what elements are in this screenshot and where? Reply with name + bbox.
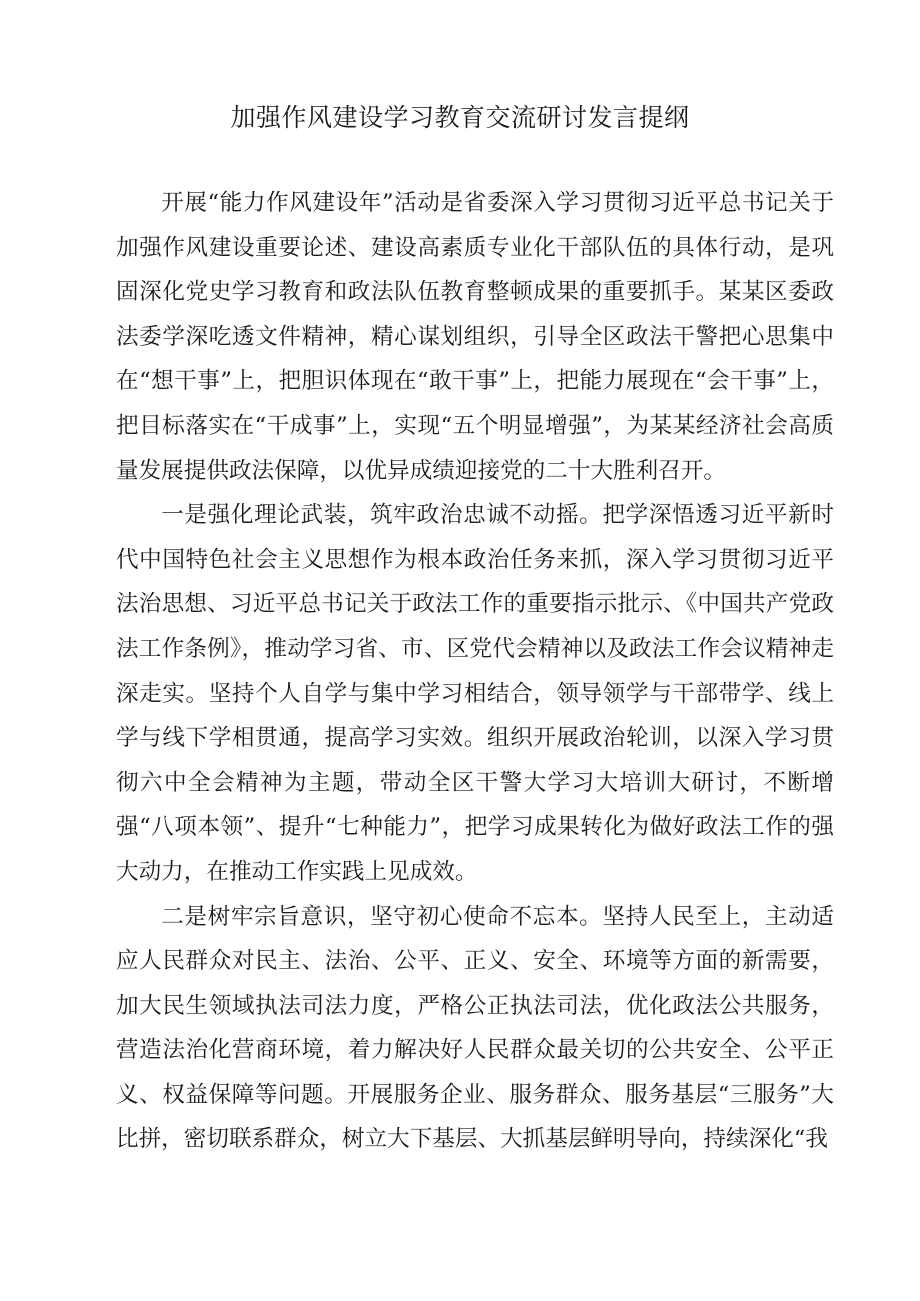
paragraph-intro: 开展“能力作风建设年”活动是省委深入学习贯彻习近平总书记关于加强作风建设重要论述、建设高素质专业化干部队伍的具体行动，是巩固深化党史学习教育和政法队伍教育整顿成果的重要抓手。某某区委政法委学深吃透文件精神，精心谋划组织，引导全区政法干警把心思集中在“想干事”上，把胆识体现在“敢干事”上，把能力展现在“会干事”上，把目标落实在“干成事”上，实现“五个明显增强”，为某某经济社会高质量发展提供政法保障，以优异成绩迎接党的二十大胜利召开。 xyxy=(116,190,834,484)
document-title: 加强作风建设学习教育交流研讨发言提纲 xyxy=(230,103,690,132)
document-body xyxy=(116,181,834,1162)
paragraph-point-one: 一是强化理论武装，筑牢政治忠诚不动摇。把学深悟透习近平新时代中国特色社会主义思想作为根本政治任务来抓，深入学习贯彻习近平法治思想、习近平总书记关于政法工作的重要指示批示、《中国共产党政法工作条例》，推动学习省、市、区党代会精神以及政法工作会议精神走深走实。坚持个人自学与集中学习相结合，领导领学与干部带学、线上学与线下学相贯通，提高学习实效。组织开展政治轮训，以深入学习贯彻六中全会精神为主题，带动全区干警大学习大培训大研讨，不断增强“八项本领”、提升“七种能力”，把学习成果转化为做好政法工作的强大动力，在推动工作实践上见成效。 xyxy=(116,502,834,885)
paragraph-point-two: 二是树牢宗旨意识，坚守初心使命不忘本。坚持人民至上，主动适应人民群众对民主、法治、公平、正义、安全、环境等方面的新需要，加大民生领域执法司法力度，严格公正执法司法，优化政法公共服务，营造法治化营商环境，着力解决好人民群众最关切的公共安全、公平正义、权益保障等问题。开展服务企业、服务群众、服务基层“三服务”大比拼，密切联系群众，树立大下基层、大抓基层鲜明导向，持续深化“我 xyxy=(116,903,834,1153)
